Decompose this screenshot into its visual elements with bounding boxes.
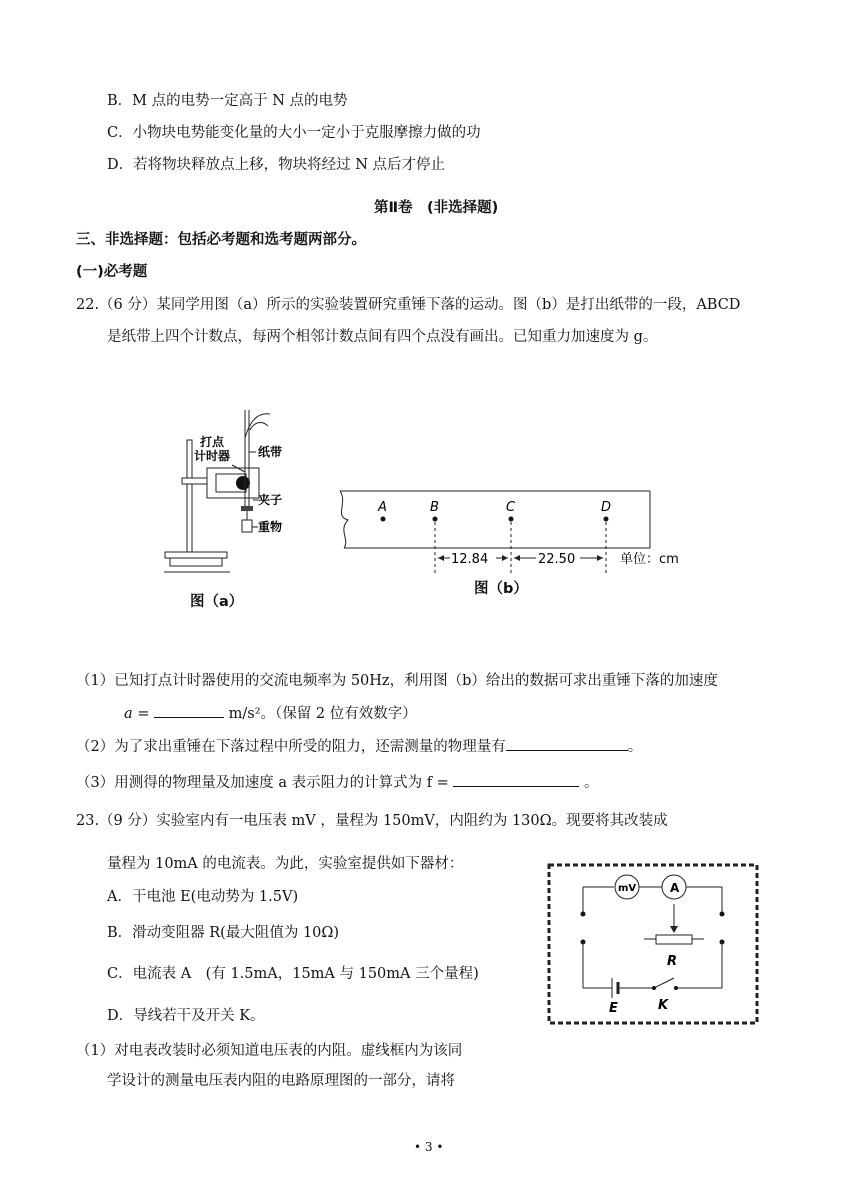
- unit-label: 单位：cm: [620, 552, 679, 567]
- distance-cd: 22.50: [538, 552, 576, 567]
- q22-sub3-text: （3）用测得的物理量及加速度 a 表示阻力的计算式为 f =: [76, 775, 454, 791]
- option-c: C．小物块电势能变化量的大小一定小于克服摩擦力做的功: [107, 125, 481, 141]
- required-heading: (一)必考题: [76, 264, 148, 280]
- option-d: D．若将物块释放点上移，物块将经过 N 点后才停止: [107, 157, 446, 173]
- mv-meter-label: mV: [618, 883, 637, 894]
- part-three-heading: 三、非选择题：包括必考题和选考题两部分。: [76, 232, 366, 248]
- battery-label: E: [609, 1001, 618, 1016]
- figure-b-paper-tape: [330, 478, 700, 578]
- point-c-label: C: [506, 500, 516, 515]
- q22-sub2-suffix: 。: [627, 739, 643, 755]
- ammeter-label: A: [670, 881, 680, 895]
- option-b: B．M 点的电势一定高于 N 点的电势: [107, 93, 348, 109]
- distance-bc: 12.84: [451, 552, 489, 567]
- q22-sub3: [76, 772, 599, 793]
- clip-label: 夹子: [258, 493, 283, 507]
- figure-a-caption: 图（a）: [190, 594, 244, 610]
- tape-label: 纸带: [258, 445, 283, 459]
- point-d-label: D: [601, 500, 612, 515]
- q23-sub1-line2: 学设计的测量电压表内阻的电路原理图的一部分，请将: [107, 1073, 455, 1089]
- q23-item-b: B．滑动变阻器 R(最大阻值为 10Ω): [107, 925, 340, 941]
- q22-sub2: [76, 736, 642, 757]
- q22-sub1-suffix: m/s²。（保留 2 位有效数字）: [224, 706, 417, 722]
- q22-sub1-prefix: a =: [124, 706, 155, 722]
- q23-item-c: C．电流表 A (有 1.5mA，15mA 与 150mA 三个量程): [107, 966, 479, 982]
- q23-line2: 量程为 10mA 的电流表。为此，实验室提供如下器材：: [107, 856, 464, 872]
- switch-label: K: [658, 998, 669, 1013]
- page-number: • 3 •: [414, 1140, 444, 1154]
- figure-a-apparatus: [150, 400, 300, 585]
- answer-blank-quantity[interactable]: [506, 736, 628, 751]
- circuit-diagram: [546, 862, 760, 1026]
- timer-label-2: 计时器: [194, 449, 231, 463]
- weight-label: 重物: [258, 520, 283, 534]
- q22-line2: 是纸带上四个计数点，每两个相邻计数点间有四个点没有画出。已知重力加速度为 g。: [107, 329, 658, 345]
- timer-label-1: 打点: [200, 435, 225, 449]
- point-b-label: B: [430, 500, 439, 515]
- q23-item-a: A．干电池 E(电动势为 1.5V): [107, 889, 299, 905]
- q22-line1: 22.（6 分）某同学用图（a）所示的实验装置研究重锤下落的运动。图（b）是打出纸带的一段，ABCD: [76, 297, 741, 313]
- q23-sub1-line1: （1）对电表改装时必须知道电压表的内阻。虚线框内为该同: [76, 1043, 463, 1059]
- answer-blank-acceleration[interactable]: [154, 703, 224, 718]
- rheostat-label: R: [667, 954, 678, 969]
- q23-line1: 23.（9 分）实验室内有一电压表 mV ，量程为 150mV，内阻约为 130Ω。现要将其改装成: [76, 813, 668, 829]
- section-title: 第Ⅱ卷 (非选择题): [374, 200, 499, 216]
- q22-sub1-line1: （1）已知打点计时器使用的交流电频率为 50Hz，利用图（b）给出的数据可求出重锤下落的加速度: [76, 673, 718, 689]
- q23-item-d: D．导线若干及开关 K。: [107, 1008, 265, 1024]
- figure-b-caption: 图（b）: [474, 581, 528, 597]
- q22-sub1-line2: [124, 703, 417, 724]
- answer-blank-formula[interactable]: [453, 772, 579, 787]
- q22-sub3-suffix: 。: [579, 775, 599, 791]
- point-a-label: A: [378, 500, 387, 515]
- q22-sub2-text: （2）为了求出重锤在下落过程中所受的阻力，还需测量的物理量有: [76, 739, 506, 755]
